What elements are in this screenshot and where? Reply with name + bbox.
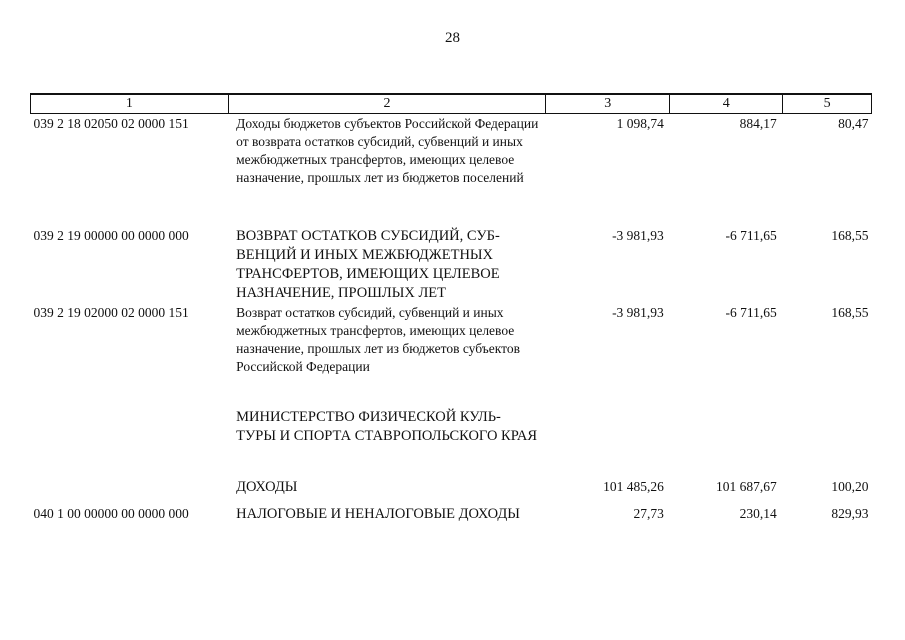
value-col-3 (546, 408, 670, 478)
table-header-row (31, 94, 872, 114)
item-name: ВОЗВРАТ ОСТАТКОВ СУБСИДИЙ, СУБ-ВЕНЦИЙ И ИНЫХ МЕЖБЮДЖЕТНЫХ ТРАНСФЕРТОВ, ИМЕЮЩИХ ЦЕЛЕВОЕ НАЗНАЧЕНИЕ, ПРОШЛЫХ ЛЕТ (236, 228, 500, 301)
budget-code: 040 1 00 00000 00 0000 000 (33, 506, 189, 521)
item-name: НАЛОГОВЫЕ И НЕНАЛОГОВЫЕ ДОХОДЫ (236, 506, 520, 522)
header-col-1: 1 (31, 94, 229, 114)
value-col-4: 884,17 (739, 116, 777, 131)
item-name: Возврат остатков субсидий, субвенций и иных межбюджетных трансфертов, имеющих целевое назначение, прошлых лет из бюджетов субъектов Российской Федерации (236, 305, 520, 374)
budget-code: 039 2 19 00000 00 0000 000 (33, 228, 189, 243)
header-col-5: 5 (783, 94, 872, 114)
value-col-3: 1 098,74 (616, 116, 664, 131)
table-row (31, 408, 872, 478)
table-row (31, 505, 872, 529)
table-row (31, 114, 872, 228)
budget-table (30, 93, 872, 529)
budget-code (31, 408, 229, 478)
section-heading: МИНИСТЕРСТВО ФИЗИЧЕСКОЙ КУЛЬ-ТУРЫ И СПОРТА СТАВРОПОЛЬСКОГО КРАЯ (236, 409, 538, 444)
page-number: 28 (445, 30, 460, 46)
value-col-4: 230,14 (739, 506, 777, 521)
table-row (31, 478, 872, 505)
value-col-5 (783, 408, 872, 478)
value-col-5: 168,55 (831, 228, 869, 243)
value-col-5: 80,47 (838, 116, 869, 131)
value-col-3: 101 485,26 (603, 479, 664, 494)
value-col-5: 100,20 (831, 479, 869, 494)
value-col-3: 27,73 (633, 506, 664, 521)
value-col-4: 101 687,67 (716, 479, 777, 494)
budget-code: 039 2 18 02050 02 0000 151 (33, 116, 189, 131)
value-col-4: -6 711,65 (725, 228, 777, 243)
header-col-2: 2 (228, 94, 546, 114)
table-row (31, 304, 872, 408)
header-col-4: 4 (670, 94, 783, 114)
header-col-3: 3 (546, 94, 670, 114)
value-col-3: -3 981,93 (612, 305, 664, 320)
item-name: ДОХОДЫ (236, 479, 298, 495)
value-col-5: 168,55 (831, 305, 869, 320)
item-name: Доходы бюджетов субъектов Российской Федерации от возврата остатков субсидий, субвенций и иных межбюджетных трансфертов, имеющих целевое назначение, прошлых лет из бюджетов поселений (236, 116, 539, 185)
budget-code: 039 2 19 02000 02 0000 151 (33, 305, 189, 320)
table-row (31, 227, 872, 304)
budget-code (31, 478, 229, 505)
value-col-4 (670, 408, 783, 478)
value-col-3: -3 981,93 (612, 228, 664, 243)
value-col-4: -6 711,65 (725, 305, 777, 320)
value-col-5: 829,93 (831, 506, 869, 521)
